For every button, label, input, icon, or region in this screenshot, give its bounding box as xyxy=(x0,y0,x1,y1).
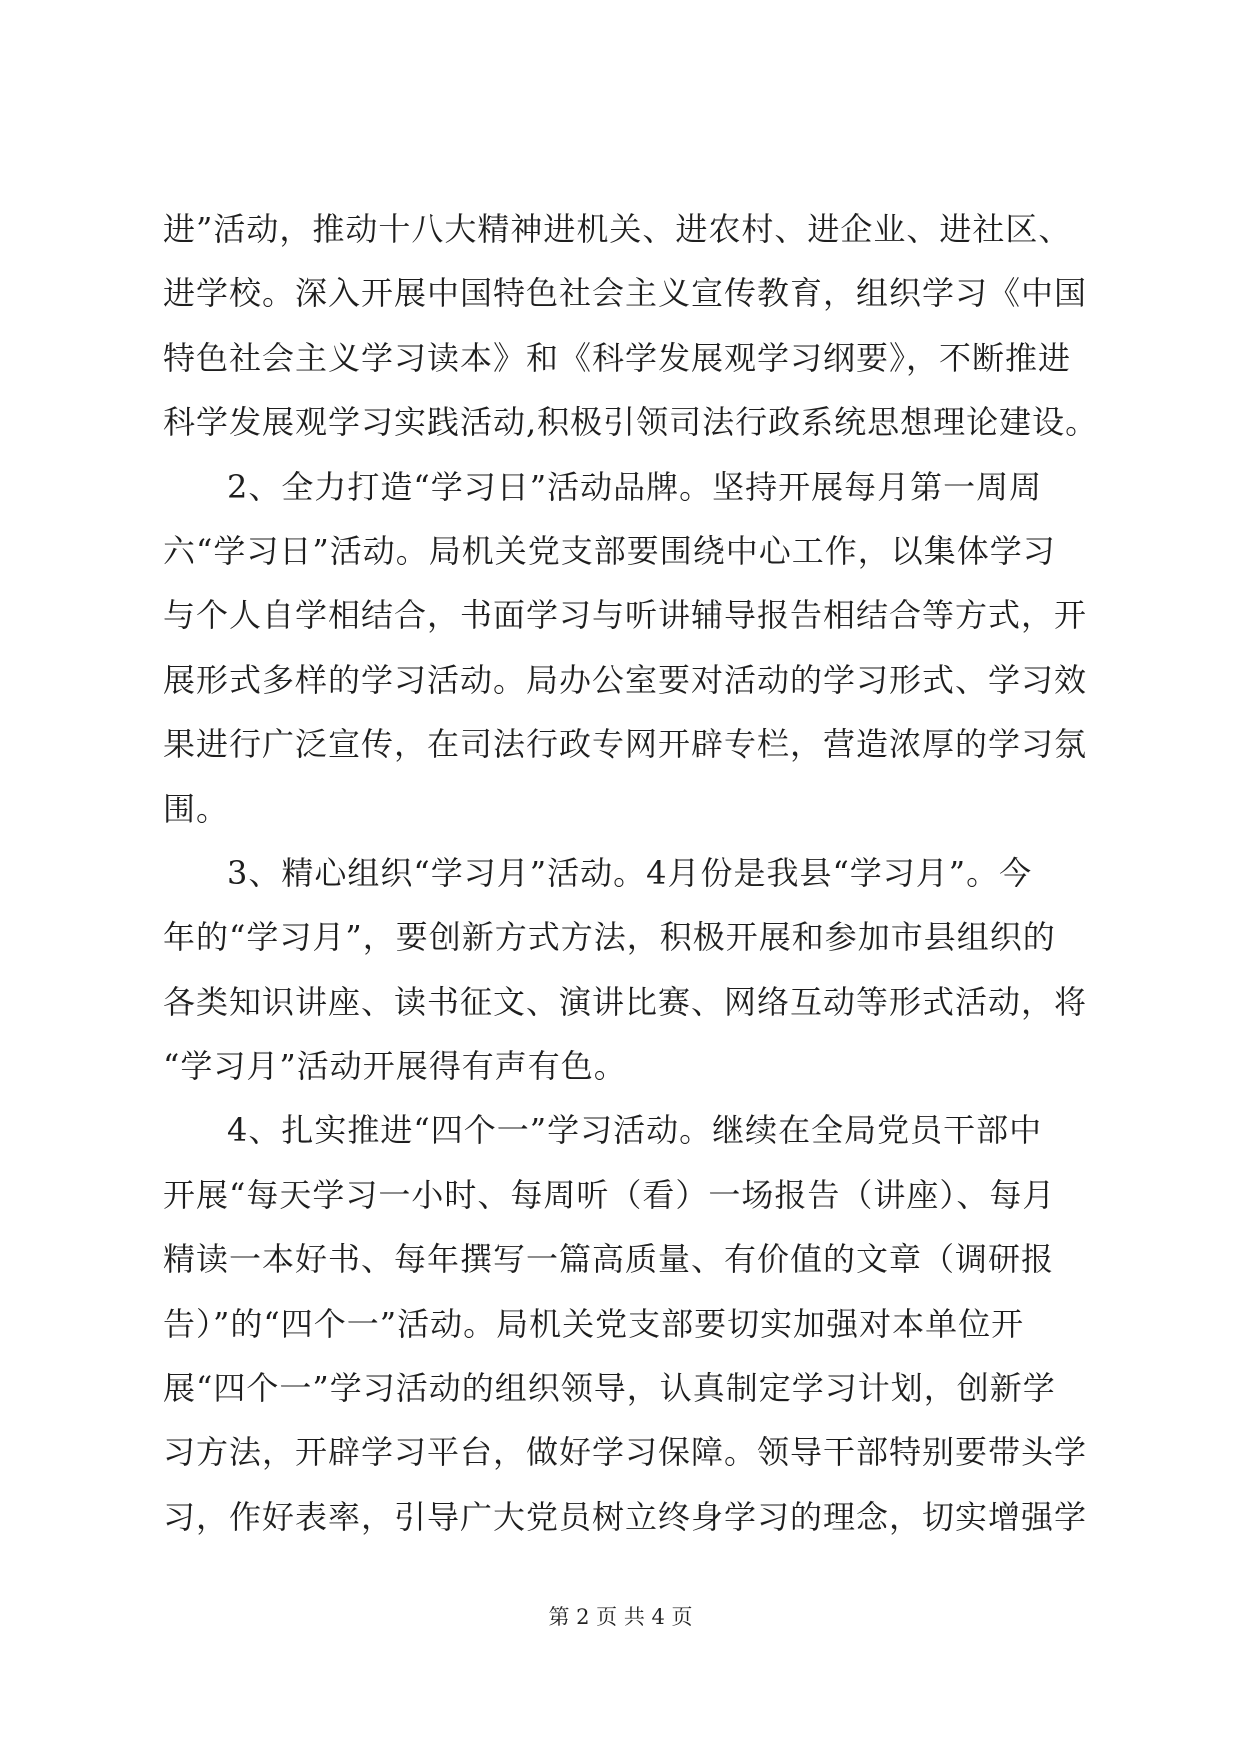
text-line: 习，作好表率，引导广大党员树立终身学习的理念，切实增强学 xyxy=(163,1497,1088,1536)
paragraph xyxy=(163,1098,1088,1549)
text-line: 精读一本好书、每年撰写一篇高质量、有价值的文章（调研报 xyxy=(163,1240,1055,1279)
page-footer: 第 2 页 共 4 页 xyxy=(548,1605,693,1629)
text-line: 4、扎实推进“四个一”学习活动。继续在全局党员干部中 xyxy=(227,1111,1043,1150)
text-line: 展“四个一”学习活动的组织领导，认真制定学习计划，创新学 xyxy=(163,1369,1056,1408)
paragraph xyxy=(163,197,1099,455)
text-line: 展形式多样的学习活动。局办公室要对活动的学习形式、学习效 xyxy=(163,660,1088,699)
text-line: 3、精心组织“学习月”活动。4月份是我县“学习月”。今 xyxy=(227,853,1033,892)
text-line: 2、全力打造“学习日”活动品牌。坚持开展每月第一周周 xyxy=(227,467,1043,506)
text-line: 特色社会主义学习读本》和《科学发展观学习纲要》，不断推进 xyxy=(163,338,1072,377)
text-line: 习方法，开辟学习平台，做好学习保障。领导干部特别要带头学 xyxy=(163,1433,1088,1472)
text-line: 告）”的“四个一”活动。局机关党支部要切实加强对本单位开 xyxy=(163,1304,1025,1343)
document-body xyxy=(163,197,1099,1549)
paragraph xyxy=(163,841,1088,1099)
text-line: 年的“学习月”，要创新方式方法，积极开展和参加市县组织的 xyxy=(163,918,1056,957)
text-line: 科学发展观学习实践活动,积极引领司法行政系统思想理论建设。 xyxy=(163,403,1099,442)
text-line: 开展“每天学习一小时、每周听（看）一场报告（讲座）、每月 xyxy=(163,1175,1056,1214)
text-line: 果进行广泛宣传，在司法行政专网开辟专栏，营造浓厚的学习氛 xyxy=(163,725,1088,764)
text-line: 进学校。深入开展中国特色社会主义宣传教育，组织学习《中国 xyxy=(163,274,1088,313)
paragraph xyxy=(163,455,1088,841)
text-line: 与个人自学相结合，书面学习与听讲辅导报告相结合等方式，开 xyxy=(163,596,1088,635)
text-line: “学习月”活动开展得有声有色。 xyxy=(163,1047,627,1086)
text-line: 各类知识讲座、读书征文、演讲比赛、网络互动等形式活动，将 xyxy=(163,982,1088,1021)
text-line: 进”活动，推动十八大精神进机关、进农村、进企业、进社区、 xyxy=(163,210,1072,248)
text-line: 围。 xyxy=(163,789,230,828)
text-line: 六“学习日”活动。局机关党支部要围绕中心工作，以集体学习 xyxy=(163,531,1056,570)
